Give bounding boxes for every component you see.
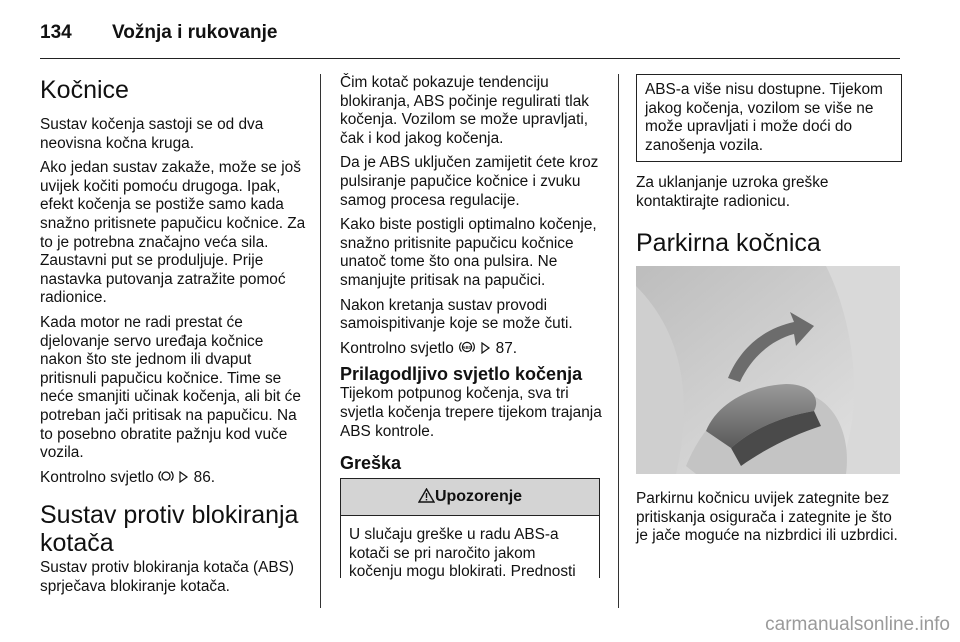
paragraph: Sustav protiv blokiranja kotača (ABS) sprječava blokiranje kotača. [40, 559, 295, 595]
abs-warning-icon [458, 340, 476, 354]
page-number: 134 [40, 22, 72, 43]
paragraph: Ako jedan sustav zakaže, može se još uvijek kočiti pomoću drugoga. Ipak, efekt kočenja se postiže samo kada snažno pritisnete papučicu kočnice. Za to je potrebna značajno veća sila. Zaustavni put se produljuje. Prije nastavka putovanja zatražite pomoć radionice. [40, 159, 306, 307]
parking-brake-illustration [636, 266, 900, 474]
paragraph: Sustav kočenja sastoji se od dva neovisna kočna kruga. [40, 116, 264, 152]
column-2 [340, 74, 606, 474]
paragraph: Čim kotač pokazuje tendenciju blokiranja, ABS počinje regulirati tlak kočenja. Vozilom se može upravljati, čak i kod jakog kočenja. [340, 74, 589, 147]
page-reference-icon [178, 471, 189, 483]
warning-body: U slučaju greške u radu ABS-a kotači se pri naročito jakom kočenju mogu blokirati. Prednosti [349, 526, 576, 581]
warning-header [341, 479, 599, 516]
paragraph: Nakon kretanja sustav provodi samoispitivanje koje se može čuti. [340, 296, 573, 333]
column-1 [40, 76, 308, 602]
paragraph: Parkirnu kočnicu uvijek zategnite bez pritiskanja osigurača i zategnite je što je jače moguće na nizbrdici ili uzbrdici. [636, 490, 898, 545]
reference-text: Kontrolno svjetlo [40, 468, 154, 486]
column-divider-1 [320, 74, 321, 608]
header-rule [40, 58, 900, 59]
watermark: carmanualsonline.info [765, 614, 950, 635]
column-3 [636, 174, 902, 269]
svg-text:ABS: ABS [462, 344, 472, 350]
heading-abs: Sustav protiv blokiranja kotača [40, 501, 299, 558]
heading-brakes: Kočnice [40, 76, 129, 104]
paragraph: Kada motor ne radi prestat će djelovanje servo uređaja kočnice nakon što ste jednom ili dvaput pritisnuli papučicu kočnice. Time se neće smanjiti učinak kočenja, ali bit će potreban jači pritisak na papučicu. Na to posebno obratite pažnju kod vuče vozila. [40, 313, 301, 462]
reference-page: 86. [193, 468, 216, 486]
column-divider-2 [618, 74, 619, 608]
brake-warning-icon [158, 469, 174, 483]
reference-line [340, 340, 606, 359]
warning-triangle-icon [418, 488, 435, 503]
heading-adaptive-brake-light: Prilagodljivo svjetlo kočenja [340, 364, 583, 385]
reference-page: 87. [495, 339, 518, 357]
paragraph: Za uklanjanje uzroka greške kontaktirajte radionicu. [636, 174, 829, 210]
chapter-title: Vožnja i rukovanje [112, 22, 278, 43]
paragraph: Tijekom potpunog kočenja, sva tri svjetla kočenja trepere tijekom trajanja ABS kontrole. [340, 385, 602, 440]
page-reference-icon [480, 342, 491, 354]
warning-continuation-box: ABS-a više nisu dostupne. Tijekom jakog kočenja, vozilom se više ne može upravljati i može doći do zanošenja vozila. [636, 74, 902, 162]
warning-title: Upozorenje [434, 488, 523, 505]
reference-line [40, 469, 308, 488]
heading-parking-brake: Parkirna kočnica [636, 229, 821, 258]
page-header [40, 22, 277, 44]
warning-box [340, 478, 600, 581]
reference-text: Kontrolno svjetlo [340, 339, 454, 357]
paragraph: Kako biste postigli optimalno kočenje, snažno pritisnite papučicu kočnice unatoč tome što ona pulsira. Ne smanjujte pritisak na papučici. [340, 216, 597, 289]
paragraph: Da je ABS uključen zamijetit ćete kroz pulsiranje papučice kočnice i zvuku samog procesa regulacije. [340, 154, 599, 209]
heading-fault: Greška [340, 453, 402, 474]
column-3-bottom [636, 490, 902, 552]
